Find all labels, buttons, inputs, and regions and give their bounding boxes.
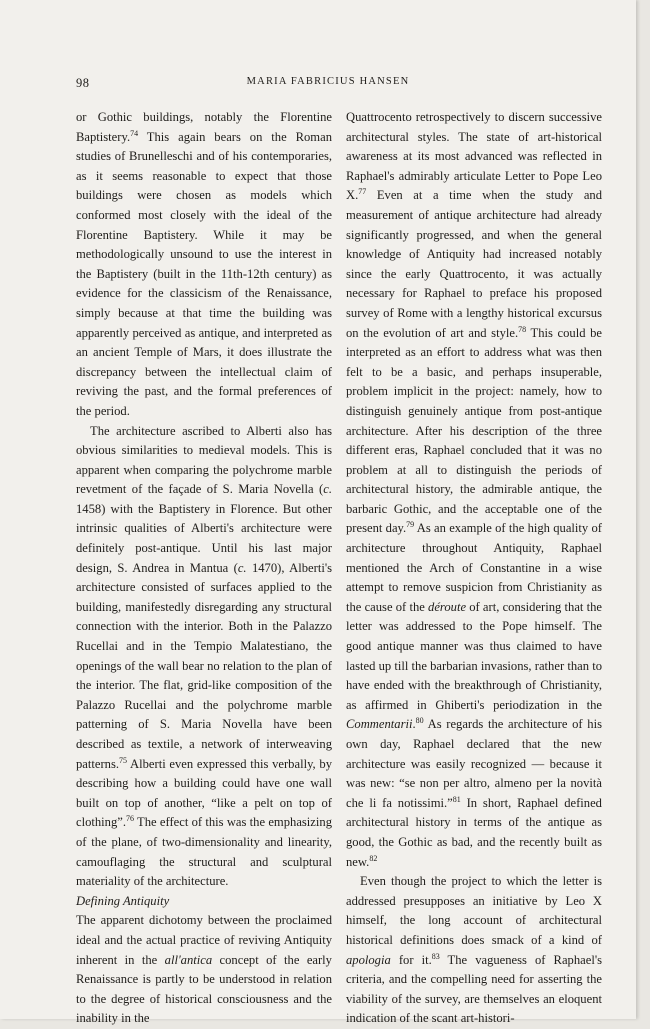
footnote-ref[interactable]: 83	[431, 951, 440, 961]
footnote-ref[interactable]: 76	[126, 814, 135, 824]
footnote-ref[interactable]: 74	[130, 128, 139, 138]
paragraph: Quattrocento retrospectively to discern successive architectural styles. The state of art-historical awareness at its most advanced was reflected in Raphael's admirably articulate Letter to Pope Leo X.$^{77}$ Even at a time when the study and measurement of antique architecture had already significantly progressed, and when the general knowledge of Antiquity had increased notably since the early Quattrocento, it was actually necessary for Raphael to preface his proposed survey of Rome with a lengthy historical excursus on the evolution of art and style.$^{78}$ This could be interpreted as an effort to address what was then felt to be a basic, and perhaps insuperable, problem implicit in the project: namely, how to distinguish genuinely antique from post-antique architecture. After his description of the three different eras, Raphael concluded that it was no problem at all to distinguish the periods of architectural history, the admirable antique, the barbaric Gothic, and the acceptable one of the present day.$^{79}$ As an example of the high quality of architecture throughout Antiquity, Raphael mentioned the Arch of Constantine in a wise attempt to remove suspicion from Christianity as the cause of the déroute of art, considering that the letter was addressed to the Pope himself. The good antique manner was thus claimed to have lasted up till the barbarian invasions, rather than to have ended with the breakthrough of Christianity, as affirmed in Ghiberti's periodization in the Commentarii.$^{80}$ As regards the architecture of his own day, Raphael declared that the new architecture was easily recognized — because it was new: “se non per altro, almeno per la novità che li fa notissimi.”$^{81}$ In short, Raphael defined architectural history in terms of the antique as good, the Gothic as bad, and the recently built as new.$^{82}$	[346, 110, 602, 869]
footnote-ref[interactable]: 78	[518, 324, 527, 334]
page-number: 98	[76, 76, 90, 90]
paragraph: The architecture ascribed to Alberti also has obvious similarities to medieval models. This is apparent when comparing the polychrome marble revetment of the façade of S. Maria Novella (c. 1458) with the Baptistery in Florence. But other intrinsic qualities of Alberti's architecture were definitely post-antique. Until his last major design, S. Andrea in Mantua (c. 1470), Alberti's architecture consisted of surfaces applied to the building, manifestedly disregarding any structural connection with the interior. Both in the Palazzo Rucellai and in the Tempio Malatestiano, the openings of the wall bear no relation to the plan of the interior. The flat, grid-like composition of the Palazzo Rucellai and the polychrome marble patterning of S. Maria Novella have been described as textile, a network of interweaving patterns.$^{75}$ Alberti even expressed this verbally, by describing how a building could have one wall built on top of another, “like a pelt on top of clothing”.$^{76}$ The effect of this was the emphasizing of the plane, of two-dimensionality and linearity, camouflaging the structural and sculptural materiality of the architecture.	[76, 423, 333, 889]
section-heading: Defining Antiquity	[76, 893, 170, 908]
paragraph: Even though the project to which the letter is addressed presupposes an initiative by Leo X himself, the long account of architectural historical definitions does smack of a kind of apologia for it.$^{83}$ The vagueness of Raphael's criteria, and the compelling need for asserting the viability of the survey, are themselves an eloquent indication of the scant art-histori-	[346, 874, 602, 1026]
footnote-ref[interactable]: 81	[452, 794, 461, 804]
footnote-ref[interactable]: 75	[119, 755, 128, 765]
footnote-ref[interactable]: 77	[358, 187, 367, 197]
footnote-ref[interactable]: 80	[415, 716, 424, 726]
footnote-ref[interactable]: 82	[369, 853, 378, 863]
running-head: MARIA FABRICIUS HANSEN	[246, 76, 410, 87]
footnote-ref[interactable]: 79	[406, 520, 415, 530]
paragraph: The apparent dichotomy between the proclaimed ideal and the actual practice of reviving Antiquity inherent in the all'antica concept of the early Renaissance is partly to be understood in relation to the degree of historical consciousness and the inability in the	[76, 913, 332, 1026]
paragraph: or Gothic buildings, notably the Florentine Baptistery.$^{74}$ This again bears on the Roman studies of Brunelleschi and of his contemporaries, as it seems reasonable to expect that those buildings were chosen as models which conformed most closely with the ideal of the Florentine Baptistery. While it may be methodologically unsound to use the interest in the Baptistery (built in the 11th-12th century) as evidence for the classicism of the Renaissance, simply because at that time the building was apparently perceived as antique, and interpreted as an ancient Temple of Mars, it does illustrate the discrepancy between the intellectual claim of reviving the past, and the formal preferences of the period.	[76, 110, 332, 418]
right-column	[346, 108, 602, 1029]
left-column	[76, 108, 332, 1029]
